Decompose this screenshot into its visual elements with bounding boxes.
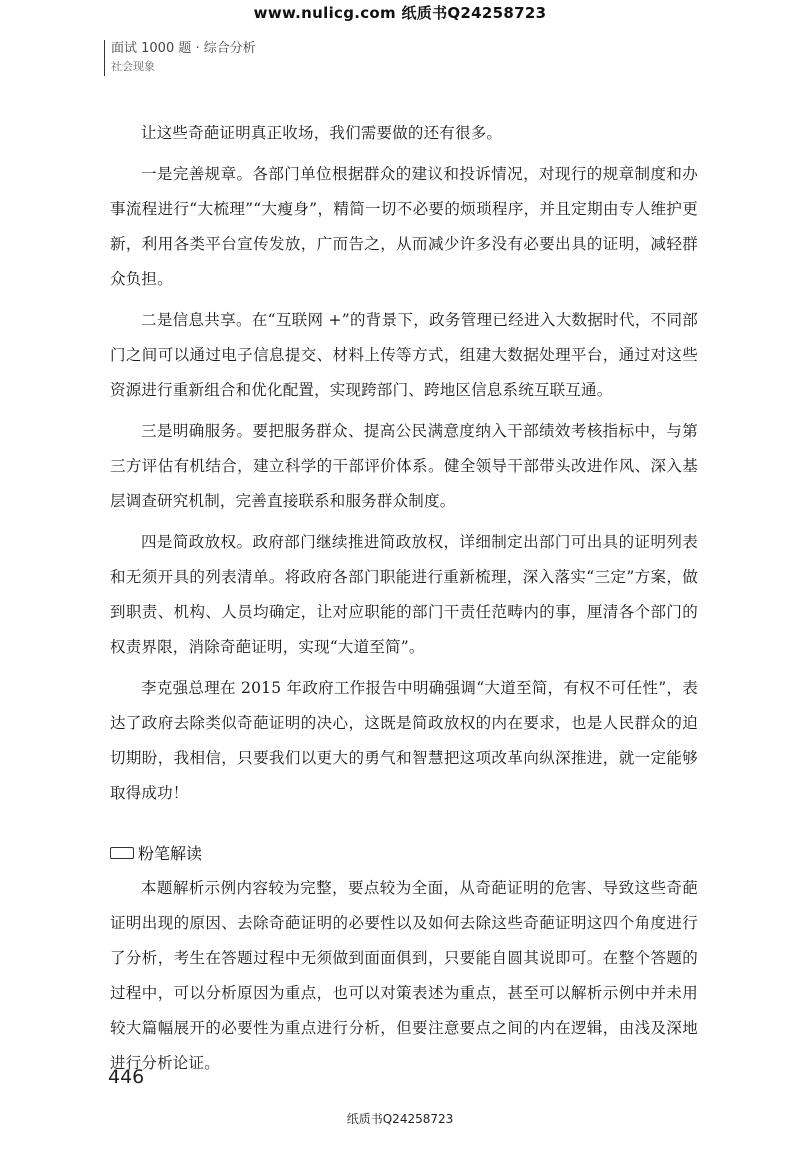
- running-header: [104, 40, 256, 76]
- analysis-heading: [110, 839, 698, 869]
- fenbi-logo-icon: [110, 847, 134, 859]
- analysis-heading-text: 粉笔解读: [138, 844, 203, 863]
- paragraph-conclusion: 李克强总理在 2015 年政府工作报告中明确强调“大道至简，有权不可任性”，表达了政府去除类似奇葩证明的决心，这既是简政放权的内在要求，也是人民群众的迫切期盼，我相信，只要我们以更大的勇气和智慧把这项改革向纵深推进，就一定能够取得成功！: [110, 679, 698, 802]
- watermark-top: www.nulicg.com 纸质书Q24258723: [253, 4, 547, 22]
- paragraph-point-3: 三是明确服务。要把服务群众、提高公民满意度纳入干部绩效考核指标中，与第三方评估有机结合，建立科学的干部评价体系。健全领导干部带头改进作风、深入基层调查研究机制，完善直接联系和服务群众制度。: [110, 422, 698, 510]
- section-gap: [110, 817, 698, 839]
- paragraph-point-2: 二是信息共享。在“互联网 +”的背景下，政务管理已经进入大数据时代，不同部门之间可以通过电子信息提交、材料上传等方式，组建大数据处理平台，通过对这些资源进行重新组合和优化配置，实现跨部门、跨地区信息系统互联互通。: [110, 311, 698, 399]
- analysis-paragraph: 本题解析示例内容较为完整，要点较为全面，从奇葩证明的危害、导致这些奇葩证明出现的原因、去除奇葩证明的必要性以及如何去除这些奇葩证明这四个角度进行了分析，考生在答题过程中无须做到面面俱到，只要能自圆其说即可。在整个答题的过程中，可以分析原因为重点，也可以对策表述为重点，甚至可以解析示例中并未用较大篇幅展开的必要性为重点进行分析，但要注意要点之间的内在逻辑，由浅及深地进行分析论证。: [110, 879, 698, 1072]
- paragraph-point-1: 一是完善规章。各部门单位根据群众的建议和投诉情况，对现行的规章制度和办事流程进行“大梳理”“大瘦身”，精简一切不必要的烦琐程序，并且定期由专人维护更新，利用各类平台宣传发放，广而告之，从而减少许多没有必要出具的证明，减轻群众负担。: [110, 165, 698, 288]
- watermark-bottom: 纸质书Q24258723: [346, 1112, 454, 1126]
- paragraph-intro: 让这些奇葩证明真正收场，我们需要做的还有很多。: [141, 124, 503, 142]
- paragraph-point-4: 四是简政放权。政府部门继续推进简政放权，详细制定出部门可出具的证明列表和无须开具的列表清单。将政府各部门职能进行重新梳理，深入落实“三定”方案，做到职责、机构、人员均确定，让对应职能的部门干责任范畴内的事，厘清各个部门的权责界限，消除奇葩证明，实现“大道至简”。: [110, 533, 698, 656]
- section-name: 社会现象: [111, 60, 155, 73]
- book-title: 面试 1000 题 · 综合分析: [111, 41, 256, 56]
- page-number: 446: [108, 1066, 145, 1088]
- body-text: [110, 116, 698, 1087]
